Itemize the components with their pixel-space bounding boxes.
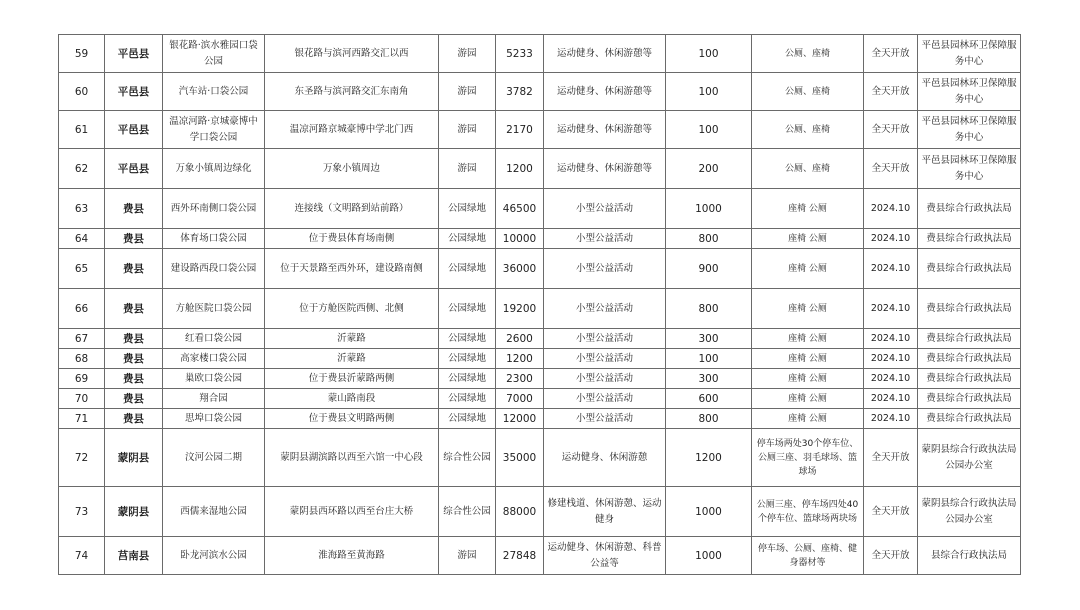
cell-county: 费县 [105, 409, 163, 429]
cell-row-number: 70 [59, 389, 105, 409]
cell-facilities: 公厕、座椅 [752, 149, 864, 189]
cell-park-name: 高家楼口袋公园 [163, 349, 265, 369]
cell-facilities: 座椅 公厕 [752, 329, 864, 349]
cell-capacity: 1200 [666, 429, 752, 487]
cell-capacity: 900 [666, 249, 752, 289]
table-row [59, 111, 1021, 149]
cell-management-unit: 费县综合行政执法局 [918, 329, 1021, 349]
cell-facilities: 座椅 公厕 [752, 409, 864, 429]
cell-capacity: 1000 [666, 189, 752, 229]
cell-county: 平邑县 [105, 35, 163, 73]
cell-open-time: 全天开放 [864, 73, 918, 111]
cell-location: 位于费县文明路两侧 [265, 409, 439, 429]
cell-facilities: 座椅 公厕 [752, 249, 864, 289]
cell-capacity: 100 [666, 35, 752, 73]
cell-facilities: 公厕、座椅 [752, 111, 864, 149]
cell-park-type: 公园绿地 [439, 189, 496, 229]
cell-management-unit: 费县综合行政执法局 [918, 249, 1021, 289]
cell-row-number: 66 [59, 289, 105, 329]
cell-park-type: 公园绿地 [439, 389, 496, 409]
cell-area: 36000 [496, 249, 544, 289]
cell-park-name: 万象小镇周边绿化 [163, 149, 265, 189]
cell-location: 位于费县沂蒙路两侧 [265, 369, 439, 389]
cell-capacity: 800 [666, 409, 752, 429]
cell-capacity: 800 [666, 289, 752, 329]
cell-function: 运动健身、休闲游憩、科普公益等 [544, 537, 666, 575]
table-row [59, 329, 1021, 349]
cell-park-name: 汶河公园二期 [163, 429, 265, 487]
table-row [59, 149, 1021, 189]
cell-management-unit: 费县综合行政执法局 [918, 289, 1021, 329]
cell-function: 小型公益活动 [544, 289, 666, 329]
cell-county: 蒙阴县 [105, 487, 163, 537]
cell-area: 35000 [496, 429, 544, 487]
cell-park-type: 公园绿地 [439, 249, 496, 289]
cell-park-type: 游园 [439, 35, 496, 73]
cell-row-number: 69 [59, 369, 105, 389]
cell-open-time: 全天开放 [864, 537, 918, 575]
cell-capacity: 600 [666, 389, 752, 409]
table-row [59, 389, 1021, 409]
cell-park-name: 思埠口袋公园 [163, 409, 265, 429]
cell-row-number: 65 [59, 249, 105, 289]
cell-county: 莒南县 [105, 537, 163, 575]
cell-row-number: 68 [59, 349, 105, 369]
table-row [59, 349, 1021, 369]
table-row [59, 73, 1021, 111]
cell-facilities: 座椅 公厕 [752, 229, 864, 249]
cell-function: 运动健身、休闲游憩等 [544, 35, 666, 73]
cell-park-type: 公园绿地 [439, 349, 496, 369]
cell-area: 7000 [496, 389, 544, 409]
table-row [59, 189, 1021, 229]
cell-facilities: 公厕、座椅 [752, 73, 864, 111]
cell-open-time: 2024.10 [864, 289, 918, 329]
cell-capacity: 300 [666, 329, 752, 349]
cell-function: 运动健身、休闲游憩等 [544, 73, 666, 111]
cell-park-type: 公园绿地 [439, 409, 496, 429]
cell-location: 淮海路至黄海路 [265, 537, 439, 575]
cell-open-time: 全天开放 [864, 35, 918, 73]
cell-park-name: 银花路·滨水雅园口袋公园 [163, 35, 265, 73]
cell-area: 3782 [496, 73, 544, 111]
cell-open-time: 2024.10 [864, 229, 918, 249]
cell-park-type: 公园绿地 [439, 369, 496, 389]
cell-management-unit: 平邑县园林环卫保障服务中心 [918, 73, 1021, 111]
cell-function: 小型公益活动 [544, 189, 666, 229]
cell-area: 88000 [496, 487, 544, 537]
cell-county: 费县 [105, 229, 163, 249]
cell-row-number: 72 [59, 429, 105, 487]
cell-park-name: 卧龙河滨水公园 [163, 537, 265, 575]
cell-row-number: 74 [59, 537, 105, 575]
cell-facilities: 座椅 公厕 [752, 189, 864, 229]
table-row [59, 487, 1021, 537]
cell-park-name: 西儒来湿地公园 [163, 487, 265, 537]
cell-function: 小型公益活动 [544, 409, 666, 429]
cell-county: 平邑县 [105, 111, 163, 149]
cell-county: 费县 [105, 249, 163, 289]
park-table-sheet [58, 34, 1021, 575]
cell-capacity: 200 [666, 149, 752, 189]
cell-location: 温凉河路京城豪博中学北门西 [265, 111, 439, 149]
cell-park-type: 公园绿地 [439, 289, 496, 329]
cell-facilities: 座椅 公厕 [752, 289, 864, 329]
table-body [59, 35, 1021, 575]
table-row [59, 249, 1021, 289]
cell-location: 万象小镇周边 [265, 149, 439, 189]
cell-open-time: 全天开放 [864, 487, 918, 537]
cell-function: 运动健身、休闲游憩等 [544, 111, 666, 149]
cell-capacity: 100 [666, 111, 752, 149]
cell-facilities: 停车场两处30个停车位、公厕三座、羽毛球场、篮球场 [752, 429, 864, 487]
cell-facilities: 座椅 公厕 [752, 369, 864, 389]
cell-area: 12000 [496, 409, 544, 429]
cell-capacity: 1000 [666, 537, 752, 575]
cell-row-number: 60 [59, 73, 105, 111]
table-row [59, 289, 1021, 329]
cell-capacity: 300 [666, 369, 752, 389]
cell-area: 5233 [496, 35, 544, 73]
cell-function: 小型公益活动 [544, 349, 666, 369]
cell-row-number: 64 [59, 229, 105, 249]
cell-county: 平邑县 [105, 149, 163, 189]
cell-capacity: 800 [666, 229, 752, 249]
cell-location: 蒙山路南段 [265, 389, 439, 409]
cell-management-unit: 费县综合行政执法局 [918, 369, 1021, 389]
cell-capacity: 100 [666, 73, 752, 111]
cell-facilities: 公厕三座、停车场四处40个停车位、篮球场两块场 [752, 487, 864, 537]
cell-open-time: 2024.10 [864, 249, 918, 289]
cell-park-name: 红看口袋公园 [163, 329, 265, 349]
cell-area: 2300 [496, 369, 544, 389]
cell-location: 连接线（文明路到站前路） [265, 189, 439, 229]
cell-function: 小型公益活动 [544, 229, 666, 249]
cell-location: 位于方舱医院西侧、北侧 [265, 289, 439, 329]
cell-function: 小型公益活动 [544, 329, 666, 349]
cell-park-type: 公园绿地 [439, 329, 496, 349]
cell-area: 1200 [496, 349, 544, 369]
cell-county: 平邑县 [105, 73, 163, 111]
cell-facilities: 座椅 公厕 [752, 389, 864, 409]
cell-row-number: 73 [59, 487, 105, 537]
cell-area: 1200 [496, 149, 544, 189]
park-table [58, 34, 1021, 575]
cell-area: 19200 [496, 289, 544, 329]
cell-function: 运动健身、休闲游憩等 [544, 149, 666, 189]
cell-park-name: 翔合园 [163, 389, 265, 409]
cell-park-type: 游园 [439, 537, 496, 575]
cell-row-number: 62 [59, 149, 105, 189]
cell-location: 东圣路与滨河路交汇东南角 [265, 73, 439, 111]
cell-park-type: 综合性公园 [439, 487, 496, 537]
cell-row-number: 61 [59, 111, 105, 149]
cell-management-unit: 费县综合行政执法局 [918, 389, 1021, 409]
table-row [59, 369, 1021, 389]
cell-park-name: 西外环南侧口袋公园 [163, 189, 265, 229]
cell-management-unit: 县综合行政执法局 [918, 537, 1021, 575]
table-row [59, 429, 1021, 487]
cell-facilities: 停车场、公厕、座椅、健身器材等 [752, 537, 864, 575]
cell-management-unit: 平邑县园林环卫保障服务中心 [918, 149, 1021, 189]
cell-management-unit: 费县综合行政执法局 [918, 349, 1021, 369]
cell-open-time: 2024.10 [864, 389, 918, 409]
cell-county: 蒙阴县 [105, 429, 163, 487]
cell-function: 小型公益活动 [544, 389, 666, 409]
cell-park-type: 游园 [439, 73, 496, 111]
cell-facilities: 公厕、座椅 [752, 35, 864, 73]
cell-location: 蒙阴县湖滨路以西至六馆一中心段 [265, 429, 439, 487]
cell-row-number: 71 [59, 409, 105, 429]
cell-county: 费县 [105, 349, 163, 369]
cell-county: 费县 [105, 289, 163, 329]
cell-facilities: 座椅 公厕 [752, 349, 864, 369]
cell-open-time: 全天开放 [864, 111, 918, 149]
table-row [59, 229, 1021, 249]
cell-location: 银花路与滨河西路交汇以西 [265, 35, 439, 73]
cell-location: 蒙阴县西环路以西至台庄大桥 [265, 487, 439, 537]
cell-area: 27848 [496, 537, 544, 575]
cell-area: 46500 [496, 189, 544, 229]
cell-county: 费县 [105, 189, 163, 229]
cell-location: 沂蒙路 [265, 349, 439, 369]
table-row [59, 537, 1021, 575]
cell-area: 2600 [496, 329, 544, 349]
cell-park-type: 公园绿地 [439, 229, 496, 249]
cell-open-time: 全天开放 [864, 149, 918, 189]
cell-open-time: 2024.10 [864, 329, 918, 349]
cell-management-unit: 蒙阴县综合行政执法局公园办公室 [918, 487, 1021, 537]
cell-capacity: 100 [666, 349, 752, 369]
cell-county: 费县 [105, 389, 163, 409]
cell-management-unit: 平邑县园林环卫保障服务中心 [918, 111, 1021, 149]
cell-function: 运动健身、休闲游憩 [544, 429, 666, 487]
table-row [59, 409, 1021, 429]
cell-management-unit: 费县综合行政执法局 [918, 409, 1021, 429]
cell-function: 小型公益活动 [544, 369, 666, 389]
cell-location: 位于费县体育场南侧 [265, 229, 439, 249]
cell-row-number: 67 [59, 329, 105, 349]
cell-park-name: 汽车站·口袋公园 [163, 73, 265, 111]
cell-area: 10000 [496, 229, 544, 249]
cell-location: 沂蒙路 [265, 329, 439, 349]
cell-area: 2170 [496, 111, 544, 149]
cell-park-type: 游园 [439, 111, 496, 149]
cell-row-number: 59 [59, 35, 105, 73]
cell-capacity: 1000 [666, 487, 752, 537]
cell-park-name: 体育场口袋公园 [163, 229, 265, 249]
cell-management-unit: 蒙阴县综合行政执法局公园办公室 [918, 429, 1021, 487]
cell-open-time: 2024.10 [864, 409, 918, 429]
cell-open-time: 2024.10 [864, 369, 918, 389]
cell-park-name: 温凉河路·京城豪博中学口袋公园 [163, 111, 265, 149]
cell-county: 费县 [105, 369, 163, 389]
cell-park-name: 巢欧口袋公园 [163, 369, 265, 389]
cell-open-time: 2024.10 [864, 349, 918, 369]
cell-open-time: 2024.10 [864, 189, 918, 229]
cell-row-number: 63 [59, 189, 105, 229]
cell-park-name: 建设路西段口袋公园 [163, 249, 265, 289]
table-row [59, 35, 1021, 73]
cell-management-unit: 费县综合行政执法局 [918, 189, 1021, 229]
cell-park-type: 游园 [439, 149, 496, 189]
cell-management-unit: 费县综合行政执法局 [918, 229, 1021, 249]
cell-function: 小型公益活动 [544, 249, 666, 289]
cell-location: 位于天景路至西外环，建设路南侧 [265, 249, 439, 289]
cell-park-type: 综合性公园 [439, 429, 496, 487]
cell-open-time: 全天开放 [864, 429, 918, 487]
cell-county: 费县 [105, 329, 163, 349]
cell-function: 修建栈道、休闲游憩、运动健身 [544, 487, 666, 537]
cell-park-name: 方舱医院口袋公园 [163, 289, 265, 329]
cell-management-unit: 平邑县园林环卫保障服务中心 [918, 35, 1021, 73]
